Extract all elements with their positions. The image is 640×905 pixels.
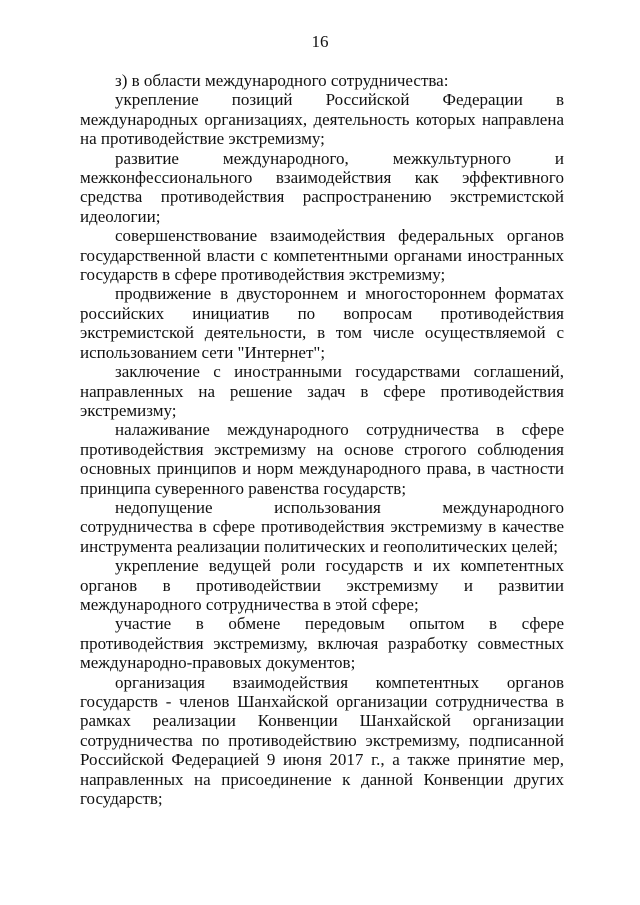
paragraph-item: продвижение в двустороннем и многостороннем форматах российских инициатив по вопросам противодействия экстремистской деятельности, в том числе осуществляемой с использованием сети "Интернет"; <box>80 284 564 362</box>
paragraph-item: совершенствование взаимодействия федеральных органов государственной власти с компетентными органами иностранных государств в сфере противодействия экстремизму; <box>80 226 564 285</box>
paragraph-item: участие в обмене передовым опытом в сфере противодействия экстремизму, включая разработку совместных международно-правовых документов; <box>80 614 564 673</box>
paragraph-item: недопущение использования международного сотрудничества в сфере противодействия экстремизму в качестве инструмента реализации политических и геополитических целей; <box>80 497 564 556</box>
paragraph-heading-international-cooperation: з) в области международного сотрудничества: <box>115 71 449 90</box>
document-body <box>80 71 564 808</box>
paragraph-item: укрепление позиций Российской Федерации в международных организациях, деятельность которых направлена на противодействие экстремизму; <box>80 90 564 149</box>
paragraph-item: укрепление ведущей роли государств и их компетентных органов в противодействии экстремизму и развитии международного сотрудничества в этой сфере; <box>80 556 564 614</box>
paragraph-item: организация взаимодействия компетентных органов государств - членов Шанхайской организации сотрудничества в рамках реализации Конвенции Шанхайской организации сотрудничества по противодействию экстремизму, подписанной Российской Федерацией 9 июня 2017 г., а также принятие мер, направленных на присоединение к данной Конвенции других государств; <box>80 672 564 809</box>
page-number: 16 <box>311 32 329 51</box>
paragraph-item: заключение с иностранными государствами соглашений, направленных на решение задач в сфере противодействия экстремизму; <box>80 362 564 420</box>
paragraph-item: развитие международного, межкультурного и межконфессионального взаимодействия как эффективного средства противодействия распространению экстремистской идеологии; <box>80 148 564 226</box>
paragraph-item: налаживание международного сотрудничества в сфере противодействия экстремизму на основе строгого соблюдения основных принципов и норм международного права, в частности принципа суверенного равенства государств; <box>80 420 564 498</box>
